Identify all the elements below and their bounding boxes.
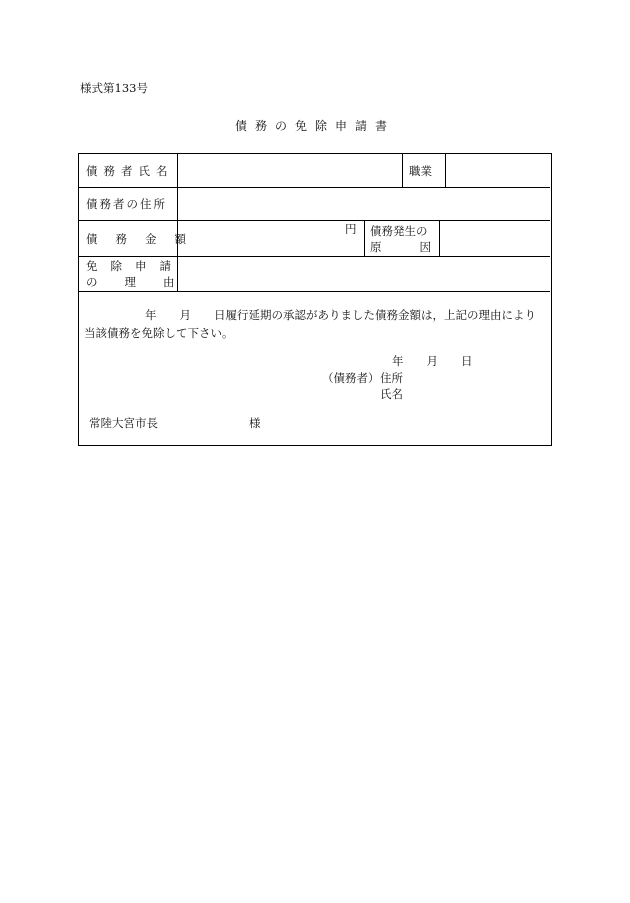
reason-label-line1: 免除申請 — [86, 259, 184, 273]
occupation-field[interactable] — [446, 154, 550, 187]
form-title: 債務の免除申請書 — [234, 119, 395, 133]
applicant-name-label: 氏名 — [380, 387, 403, 401]
reason-label-line2: の理由 — [86, 275, 202, 289]
cause-field[interactable] — [440, 221, 550, 256]
application-form-table — [78, 153, 552, 446]
row-divider — [79, 291, 550, 292]
column-divider — [402, 154, 403, 187]
column-divider — [364, 220, 365, 256]
applicant-address-label: 住所 — [380, 371, 403, 385]
honorific: 様 — [249, 416, 261, 430]
statement-line2: 当該債務を免除して下さい。 — [84, 326, 234, 340]
debtor-tag: （債務者） — [322, 371, 380, 385]
debt-amount-field[interactable] — [178, 221, 364, 256]
occupation-label: 職業 — [409, 164, 432, 178]
debtor-address-field[interactable] — [178, 188, 550, 220]
statement-line1: 年 月 日履行延期の承認がありました債務金額は，上記の理由により — [145, 308, 536, 322]
debtor-name-field[interactable] — [178, 154, 402, 187]
reason-field[interactable] — [178, 257, 550, 291]
form-number: 様式第133号 — [80, 81, 148, 95]
application-date: 年 月 日 — [392, 354, 473, 368]
addressee: 常陸大宮市長 — [89, 416, 158, 430]
cause-label-line1: 債務発生の — [370, 224, 428, 238]
yen-unit: 円 — [345, 222, 357, 236]
cause-label-line2: 原因 — [370, 240, 469, 254]
debtor-name-label: 債務者氏名 — [86, 164, 174, 178]
debtor-address-label: 債務者の住所 — [86, 197, 167, 211]
debt-amount-label: 債務金額 — [86, 232, 204, 246]
